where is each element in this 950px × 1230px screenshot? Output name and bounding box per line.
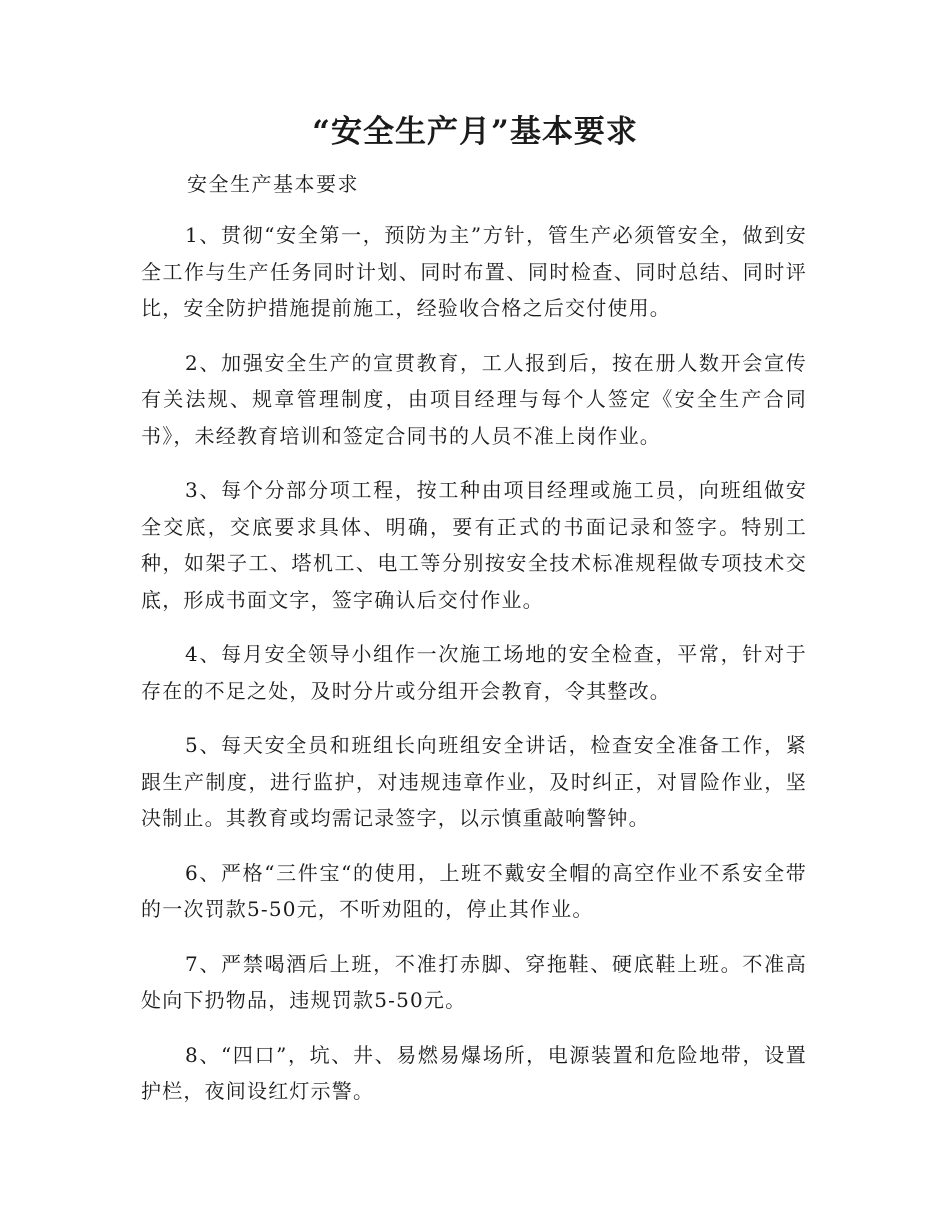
document-title: “安全生产月”基本要求 xyxy=(312,114,638,150)
paragraph-2: 2、加强安全生产的宣贯教育，工人报到后，按在册人数开会宣传有关法规、规章管理制度，由项目经理与每个人签定《安全生产合同书》，未经教育培训和签定合同书的人员不准上岗作业。 xyxy=(141,350,807,448)
paragraph-3: 3、每个分部分项工程，按工种由项目经理或施工员，向班组做安全交底，交底要求具体、明确，要有正式的书面记录和签字。特别工种，如架子工、塔机工、电工等分别按安全技术标准规程做专项技术交底，形成书面文字，签字确认后交付作业。 xyxy=(141,478,807,612)
paragraph-5: 5、每天安全员和班组长向班组安全讲话，检查安全准备工作，紧跟生产制度，进行监护，对违规违章作业，及时纠正，对冒险作业，坚决制止。其教育或均需记录签字，以示慎重敲响警钟。 xyxy=(141,733,807,830)
paragraph-7: 7、严禁喝酒后上班，不准打赤脚、穿拖鞋、硬底鞋上班。不准高处向下扔物品，违规罚款5-50元。 xyxy=(141,951,807,1012)
document-body xyxy=(141,217,807,1128)
document-subtitle: 安全生产基本要求 xyxy=(187,172,359,196)
paragraph-6: 6、严格“三件宝“的使用，上班不戴安全帽的高空作业不系安全带的一次罚款5-50元，不听劝阻的，停止其作业。 xyxy=(141,860,807,921)
paragraph-4: 4、每月安全领导小组作一次施工场地的安全检查，平常，针对于存在的不足之处，及时分片或分组开会教育，令其整改。 xyxy=(141,642,807,703)
paragraph-8: 8、“四口”，坑、井、易燃易爆场所，电源装置和危险地带，设置护栏，夜间设红灯示警。 xyxy=(141,1042,807,1103)
paragraph-1: 1、贯彻“安全第一，预防为主”方针，管生产必须管安全，做到安全工作与生产任务同时计划、同时布置、同时检查、同时总结、同时评比，安全防护措施提前施工，经验收合格之后交付使用。 xyxy=(141,223,807,320)
